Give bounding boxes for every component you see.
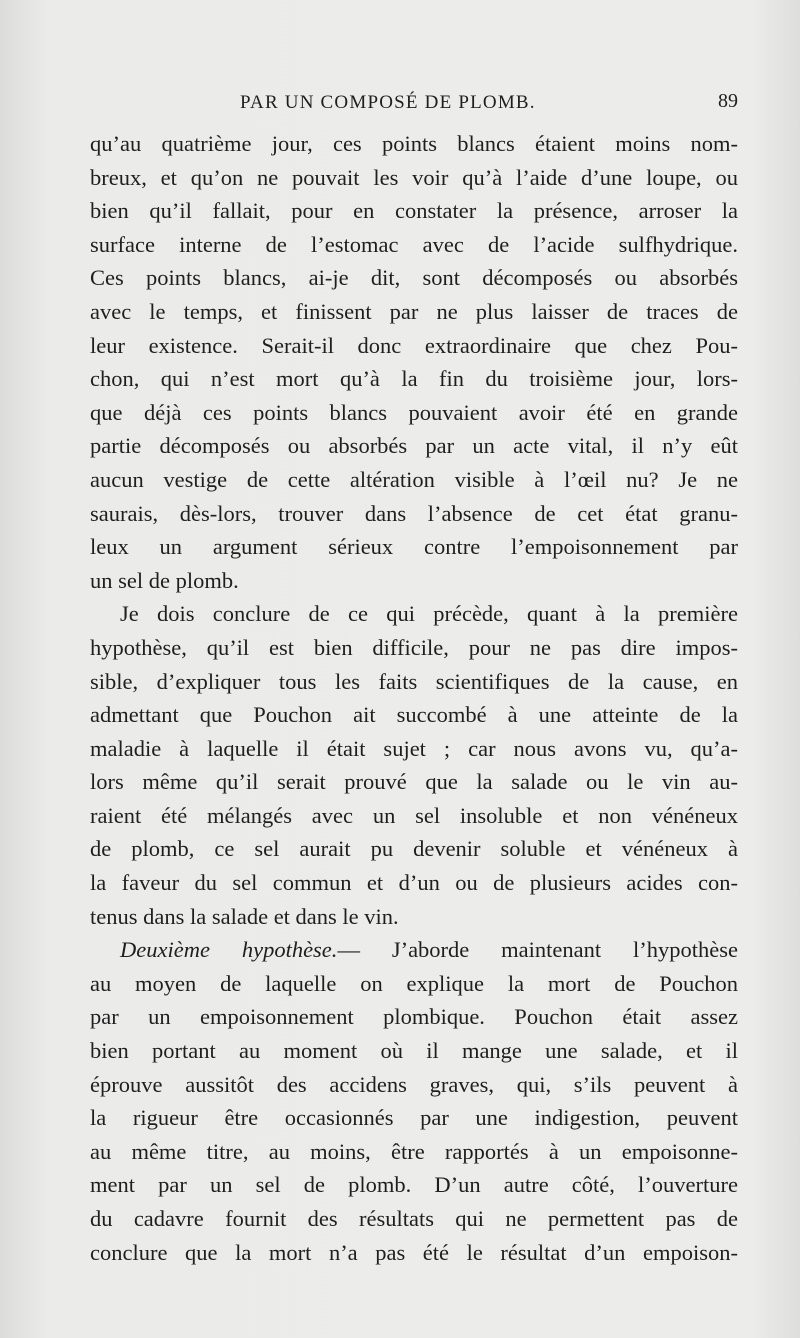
text-line: breux, et qu’on ne pouvait les voir qu’à l’aide d’une loupe, ou xyxy=(90,164,738,190)
text-line: sible, d’expliquer tous les faits scientifiques de la cause, en xyxy=(90,668,738,694)
text-line: bien qu’il fallait, pour en constater la présence, arroser la xyxy=(90,198,738,224)
text-line: surface interne de l’estomac avec de l’acide sulfhydrique. xyxy=(90,231,738,257)
text-line: la faveur du sel commun et d’un ou de plusieurs acides con- xyxy=(90,870,738,896)
page-header xyxy=(90,88,740,120)
text-line: avec le temps, et finissent par ne plus laisser de traces de xyxy=(90,298,738,324)
text-line: tenus dans la salade et dans le vin. xyxy=(90,903,399,929)
text-line: aucun vestige de cette altération visible à l’œil nu? Je ne xyxy=(90,466,738,492)
text-line: lors même qu’il serait prouvé que la salade ou le vin au- xyxy=(90,769,738,795)
text-line: par un empoisonnement plombique. Pouchon était assez xyxy=(90,1004,738,1030)
text-line: Je dois conclure de ce qui précède, quant à la première xyxy=(120,601,738,627)
text-line xyxy=(90,933,738,967)
text-line: au moyen de laquelle on explique la mort de Pouchon xyxy=(90,970,738,996)
text-line: leux un argument sérieux contre l’empoisonnement par xyxy=(90,534,738,560)
text-line: maladie à laquelle il était sujet ; car nous avons vu, qu’a- xyxy=(90,735,738,761)
text-line: saurais, dès-lors, trouver dans l’absence de cet état granu- xyxy=(90,500,738,526)
text-line: leur existence. Serait-il donc extraordinaire que chez Pou- xyxy=(90,332,738,358)
text-line: la rigueur être occasionnés par une indigestion, peuvent xyxy=(90,1105,738,1131)
text-line: éprouve aussitôt des accidens graves, qui, s’ils peuvent à xyxy=(90,1071,738,1097)
section-lead-continuation: — J’aborde maintenant l’hypothèse xyxy=(337,937,739,963)
text-line: un sel de plomb. xyxy=(90,567,239,593)
text-line: partie décomposés ou absorbés par un acte vital, il n’y eût xyxy=(90,433,738,459)
text-line: hypothèse, qu’il est bien difficile, pour ne pas dire impos- xyxy=(90,634,738,660)
text-line: qu’au quatrième jour, ces points blancs étaient moins nom- xyxy=(90,131,738,156)
text-line: chon, qui n’est mort qu’à la fin du troisième jour, lors- xyxy=(90,366,738,392)
page-number: 89 xyxy=(718,90,738,112)
section-lead: Deuxième hypothèse. xyxy=(120,937,338,963)
text-line: de plomb, ce sel aurait pu devenir soluble et vénéneux à xyxy=(90,836,738,862)
text-line: du cadavre fournit des résultats qui ne permettent pas de xyxy=(90,1206,738,1231)
text-line: bien portant au moment où il mange une salade, et il xyxy=(90,1038,738,1064)
running-head: PAR UN COMPOSÉ DE PLOMB. xyxy=(240,92,536,113)
text-line: ment par un sel de plomb. D’un autre côté, l’ouverture xyxy=(90,1172,738,1198)
text-line: au même titre, au moins, être rapportés à un empoisonne- xyxy=(90,1138,738,1164)
text-line: Ces points blancs, ai-je dit, sont décomposés ou absorbés xyxy=(90,265,738,291)
text-line: admettant que Pouchon ait succombé à une atteinte de la xyxy=(90,702,738,728)
text-body xyxy=(90,127,738,1269)
text-line: que déjà ces points blancs pouvaient avoir été en grande xyxy=(90,399,738,425)
text-line: raient été mélangés avec un sel insoluble et non vénéneux xyxy=(90,802,738,828)
text-line: conclure que la mort n’a pas été le résultat d’un empoison- xyxy=(90,1239,738,1265)
